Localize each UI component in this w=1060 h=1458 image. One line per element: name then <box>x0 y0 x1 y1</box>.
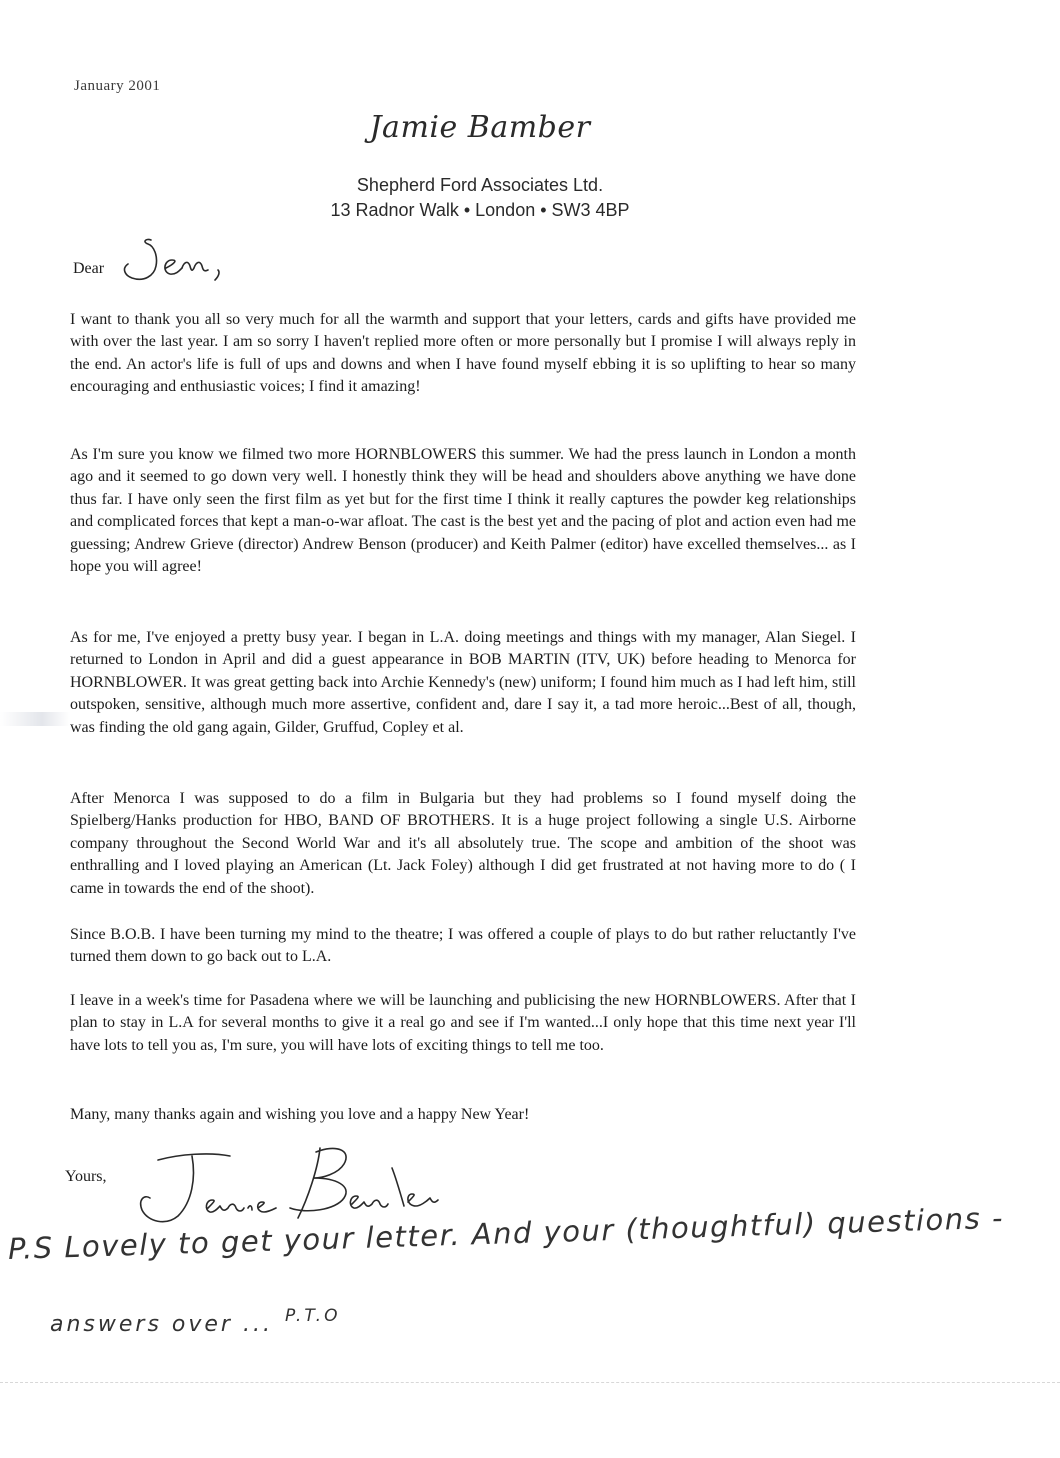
handwritten-pto: P.T.O <box>285 1306 341 1326</box>
handwritten-recipient-name <box>118 232 228 292</box>
company-address: 13 Radnor Walk • London • SW3 4BP <box>330 200 630 220</box>
sender-name: Jamie Bamber <box>369 110 591 145</box>
paragraph-new-year: Many, many thanks again and wishing you love and a happy New Year! <box>70 1106 530 1123</box>
paragraph-busy-year: As for me, I've enjoyed a pretty busy year. I began in L.A. doing meetings and things with my manager, Alan Siegel. I returned to London in April and did a guest appearance in BOB MARTIN (ITV, UK) before heading to Menorca for HORNBLOWER. It was great getting back into Archie Kennedy's (new) uniform; I found him much as I had left him, still outspoken, sensitive, although much more assertive, confident and, dare I say it, a tad more heroic...Best of all, though, was finding the old gang again, Gilder, Gruffud, Copley et al. <box>70 629 856 736</box>
paragraph-hornblower: As I'm sure you know we filmed two more HORNBLOWERS this summer. We had the press launch in London a month ago and it seemed to go down very well. I honestly think they will be head and shoulders above anything we have done thus far. I have only seen the first film as yet but for the first time I think it really captures the powder keg relationships and complicated forces that kept a man-o-war afloat. The cast is the best yet and the pacing of plot and action even had me guessing; Andrew Grieve (director) Andrew Benson (producer) and Keith Palmer (editor) have excelled themselves... as I hope you will agree! <box>70 446 856 576</box>
paragraph-theatre: Since B.O.B. I have been turning my mind to the theatre; I was offered a couple of plays to do but rather reluctantly I've turned them down to go back out to L.A. <box>70 926 856 966</box>
handwritten-postscript: P.S Lovely to get your letter. And your (thoughtful) questions - <box>7 1200 1005 1266</box>
letter-date: January 2001 <box>74 78 161 94</box>
paragraph-pasadena: I leave in a week's time for Pasadena where we will be launching and publicising the new HORNBLOWERS. After that I plan to stay in L.A for several months to give it a real go and see if I'm wanted...I only hope that this time next year I'll have lots to tell you as, I'm sure, you will have lots of exciting things to tell me too. <box>70 992 856 1054</box>
paragraph-band-of-brothers: After Menorca I was supposed to do a film in Bulgaria but they had problems so I found myself doing the Spielberg/Hanks production for HBO, BAND OF BROTHERS. It is a huge project following a single U.S. Airborne company throughout the Second World War and it's all absolutely true. The scope and ambition of the shoot was enthralling and I loved playing an American (Lt. Jack Foley) although I did get frustrated at not having more to do ( I came in towards the end of the shoot). <box>70 790 856 897</box>
letterhead-address-block <box>0 173 960 223</box>
scan-smudge <box>0 712 70 726</box>
company-name: Shepherd Ford Associates Ltd. <box>356 175 604 195</box>
scan-edge-line <box>0 1382 1060 1384</box>
salutation: Dear <box>73 260 105 277</box>
closing: Yours, <box>65 1168 107 1185</box>
handwritten-postscript-continued: answers over ... <box>50 1312 273 1337</box>
paragraph-thanks: I want to thank you all so very much for all the warmth and support that your letters, cards and gifts have provided me with over the last year. I am so sorry I haven't replied more often or more personally but I promise I will always reply in the end. An actor's life is full of ups and downs and when I have found myself ebbing it is so uplifting to hear so many encouraging and enthusiastic voices; I find it amazing! <box>70 311 856 396</box>
